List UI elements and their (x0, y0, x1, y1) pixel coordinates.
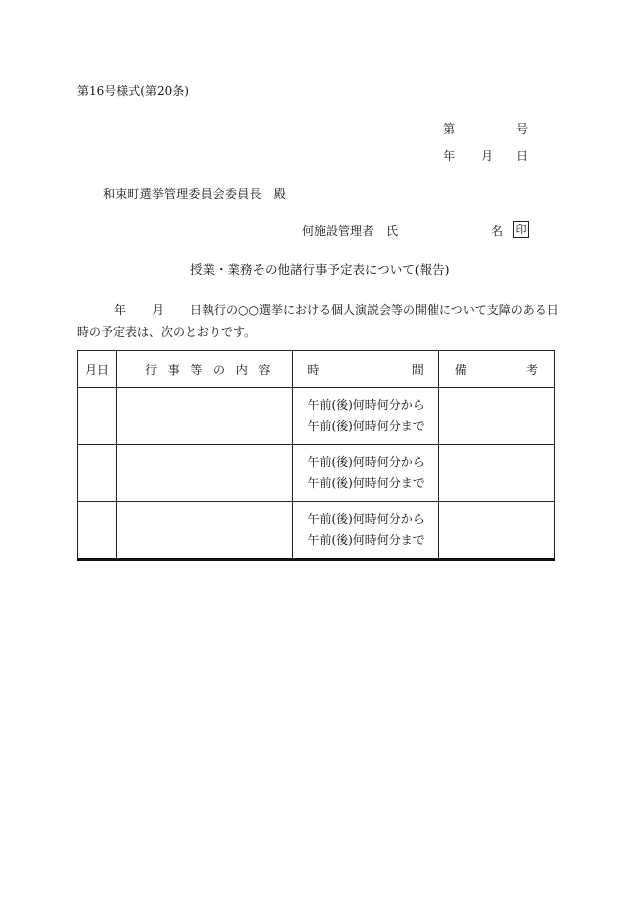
table-header-row (78, 351, 555, 388)
doc-number-suffix: 号 (516, 122, 529, 136)
cell-content[interactable] (117, 388, 293, 445)
date-month-label: 月 (481, 149, 494, 163)
body-line-2: 時の予定表は、次のとおりです。 (77, 325, 257, 339)
time-to: 午前(後)何時何分まで (307, 419, 425, 433)
cell-content[interactable] (117, 445, 293, 502)
body-month-label: 月 (152, 303, 165, 317)
schedule-table (77, 350, 555, 561)
date-year-label: 年 (443, 149, 456, 163)
cell-month-day[interactable] (78, 502, 117, 560)
form-number: 第16号様式(第20条) (77, 84, 189, 98)
cell-time[interactable] (293, 388, 438, 445)
reporter-name-suffix: 名 (491, 224, 504, 238)
time-from: 午前(後)何時何分から (307, 398, 425, 412)
body-year-label: 年 (114, 303, 127, 317)
addressee: 和束町選挙管理委員会委員長 殿 (103, 187, 287, 201)
table-row (78, 445, 555, 502)
header-content: 行 事 等 の 内 容 (117, 351, 293, 388)
time-from: 午前(後)何時何分から (307, 512, 425, 526)
body-line-1 (114, 301, 559, 318)
header-time: 時 間 (293, 351, 438, 388)
cell-month-day[interactable] (78, 388, 117, 445)
time-to: 午前(後)何時何分まで (307, 476, 425, 490)
cell-month-day[interactable] (78, 445, 117, 502)
date-day-label: 日 (516, 149, 529, 163)
table-row (78, 388, 555, 445)
header-month-day: 月日 (78, 351, 117, 388)
reporter-title: 何施設管理者 氏 (302, 224, 399, 238)
doc-number-prefix: 第 (443, 122, 456, 136)
cell-note[interactable] (438, 445, 554, 502)
cell-note[interactable] (438, 502, 554, 560)
cell-time[interactable] (293, 445, 438, 502)
body-line-1-text: 日執行の○○選挙における個人演説会等の開催について支障のある日 (190, 303, 559, 317)
header-note: 備 考 (438, 351, 554, 388)
seal-box: 印 (513, 221, 529, 238)
time-to: 午前(後)何時何分まで (307, 533, 425, 547)
table-row (78, 502, 555, 560)
cell-time[interactable] (293, 502, 438, 560)
cell-note[interactable] (438, 388, 554, 445)
cell-content[interactable] (117, 502, 293, 560)
time-from: 午前(後)何時何分から (307, 455, 425, 469)
document-title: 授業・業務その他諸行事予定表について(報告) (190, 262, 450, 277)
